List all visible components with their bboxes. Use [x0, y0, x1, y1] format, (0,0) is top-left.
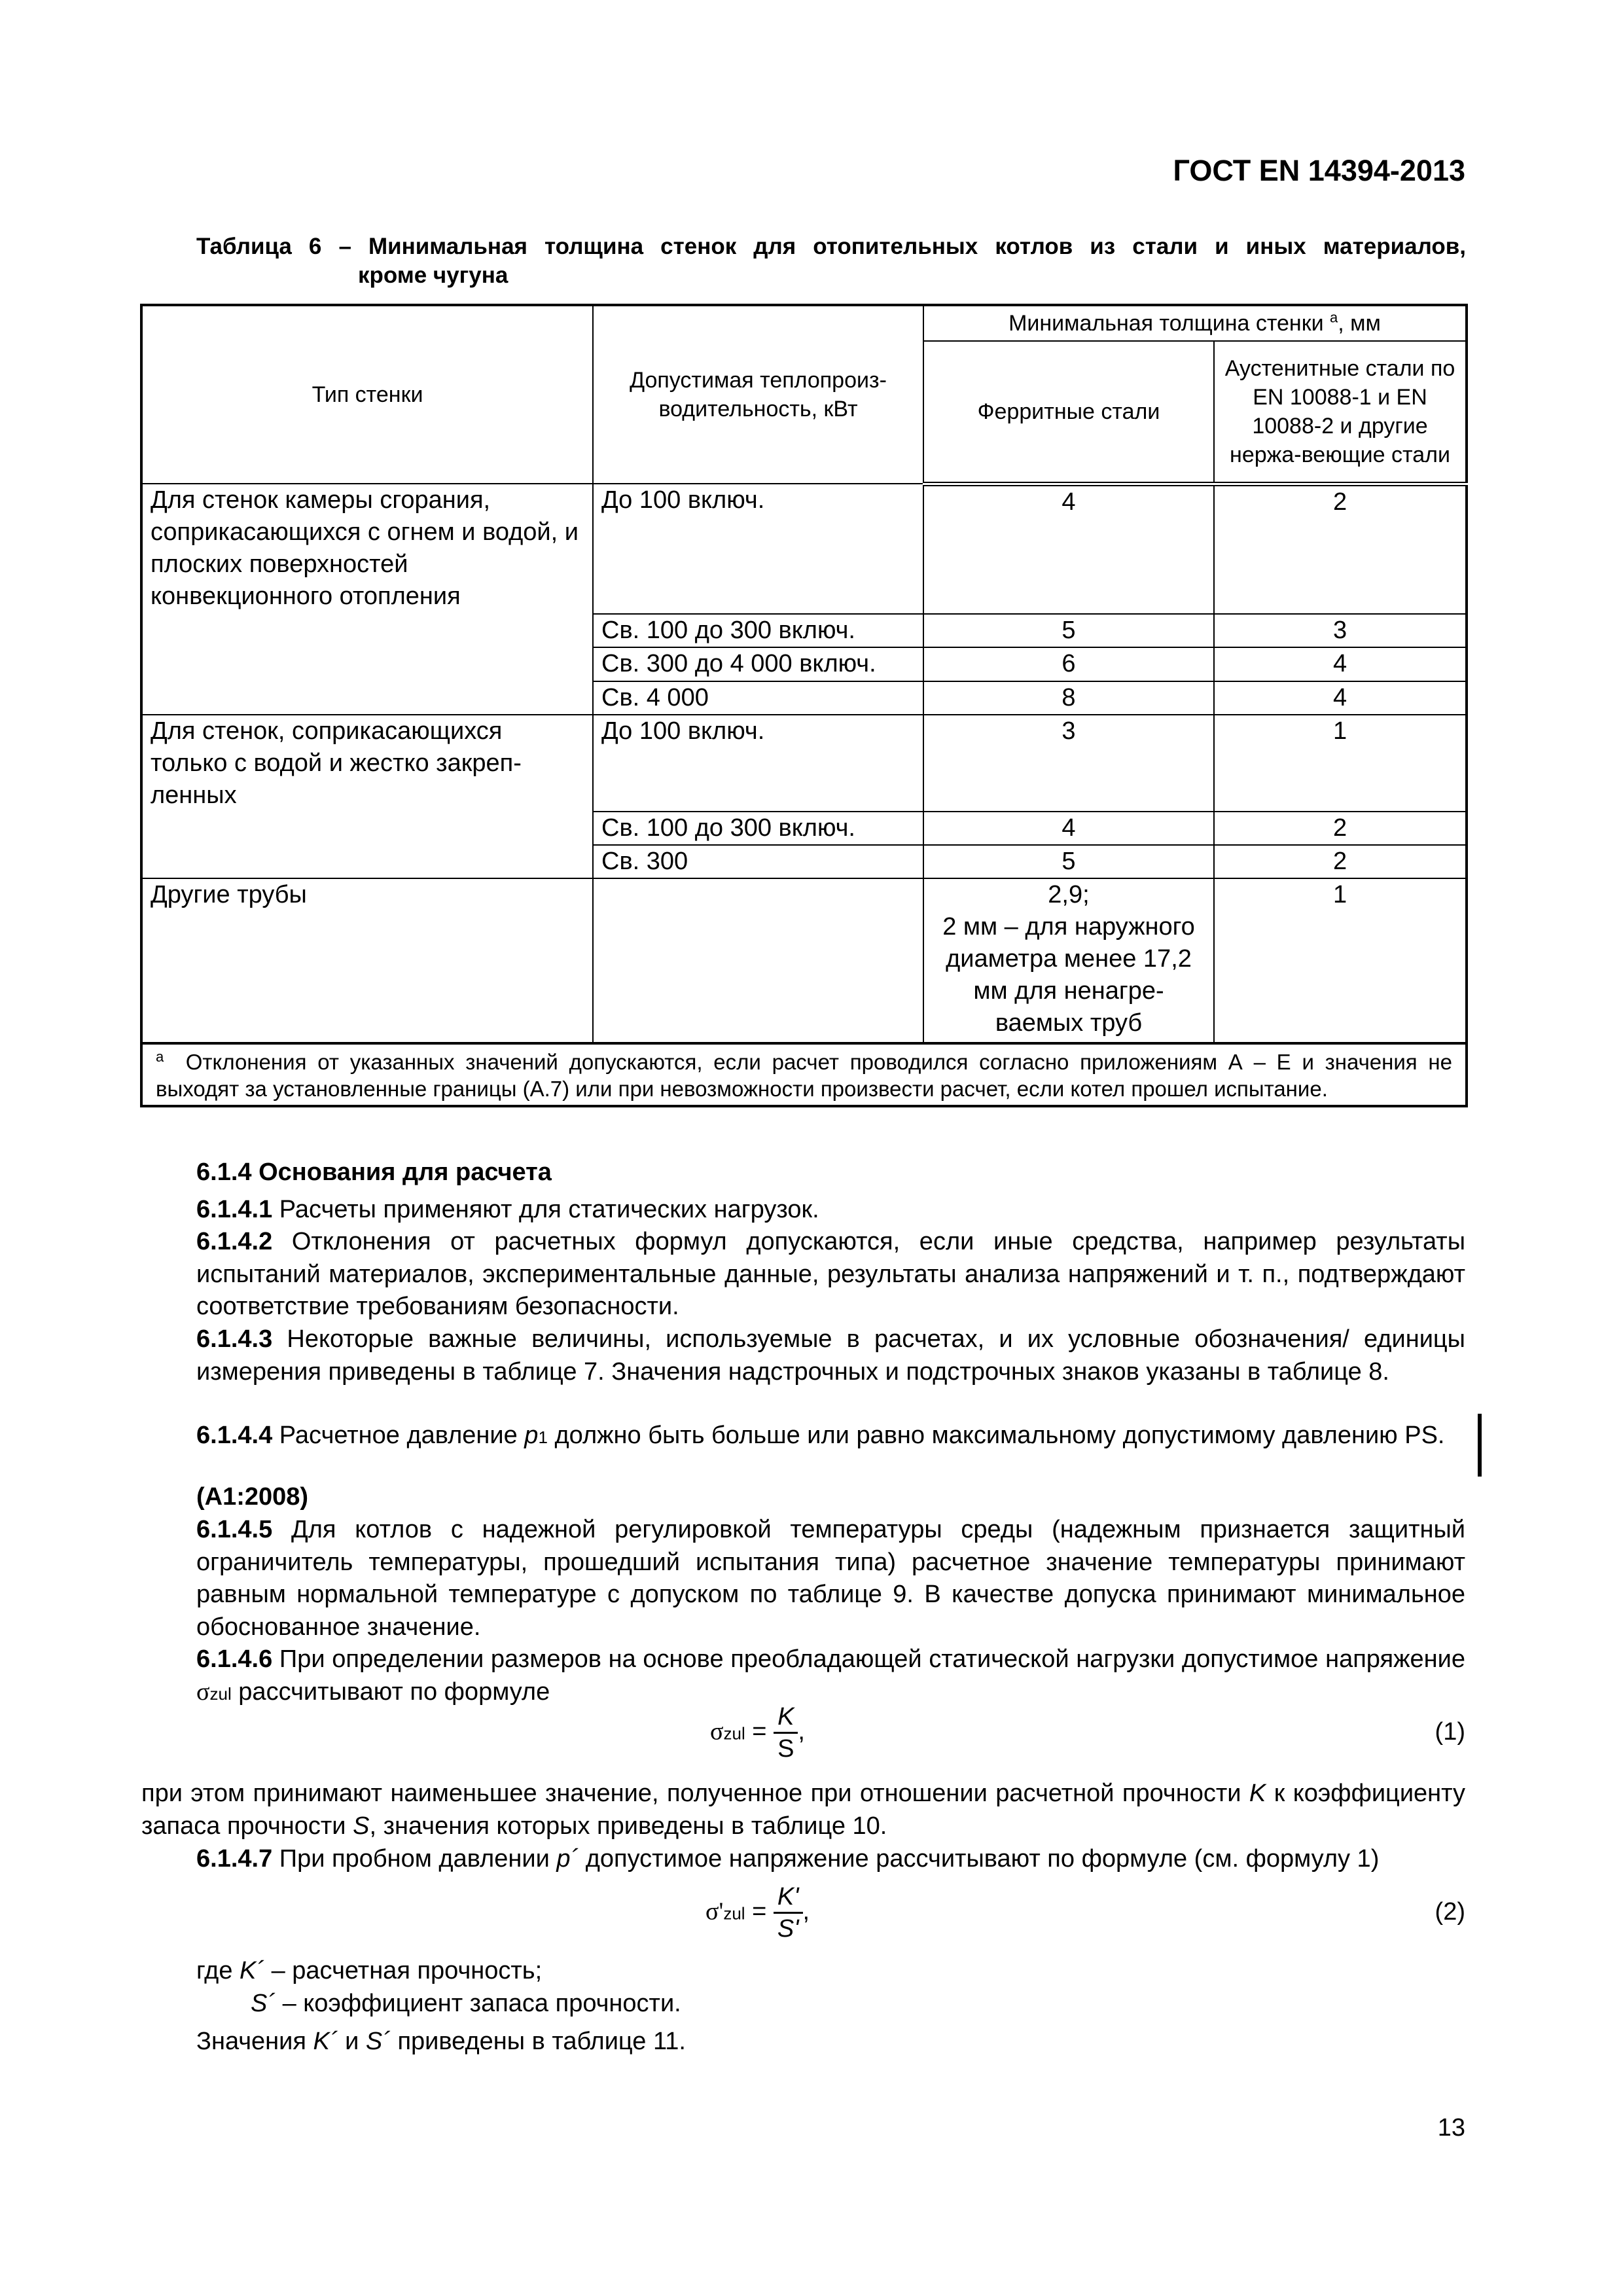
ferritic-value: 2,9;	[1048, 881, 1090, 908]
change-bar	[1478, 1414, 1482, 1477]
table-row	[141, 878, 1467, 1043]
clause-number: 6.1.4.3	[196, 1325, 273, 1353]
power-cell: До 100 включ.	[593, 715, 923, 812]
ferritic-cell: 5	[923, 845, 1214, 878]
variable: K´	[313, 2028, 338, 2055]
austenitic-cell: 1	[1214, 715, 1467, 812]
paragraph-6-1-4-2	[141, 1226, 1465, 1323]
ferritic-cell: 8	[923, 681, 1214, 715]
equation-number: (2)	[1435, 1898, 1465, 1926]
variable: K´	[240, 1957, 265, 1984]
austenitic-cell: 2	[1214, 484, 1467, 614]
paragraph-6-1-4-6	[141, 1643, 1465, 1710]
austenitic-cell: 2	[1214, 845, 1467, 878]
paragraph-6-1-4-3	[141, 1323, 1465, 1388]
clause-text: Для котлов с надежной регулировкой температуры среды (надежным признается защитный ограничитель температуры, прошедший испытания типа) расчетное значение температуры принимают равным нормальной температуре с допуском по таблице 9. В качестве допуска принимают минимальное обоснованное значение.	[196, 1516, 1465, 1641]
section-heading	[141, 1157, 1465, 1189]
footnote-row	[141, 1043, 1467, 1106]
table-caption	[196, 232, 1466, 290]
variable-subscript: 1	[538, 1427, 548, 1447]
definition-text: – расчетная прочность;	[271, 1957, 543, 1984]
clause-text: приведены в таблице 11.	[397, 2028, 686, 2055]
clause-text: При определении размеров на основе преобладающей статической нагрузки допустимое напряжение	[279, 1645, 1465, 1673]
clause-text: Отклонения от расчетных формул допускаются, если иные средства, например результаты испытаний материалов, экспериментальные данные, результаты анализа напряжений и т. п., подтверждают соответствие требованиям безопасности.	[196, 1228, 1466, 1320]
footnote-text: Отклонения от указанных значений допускаются, если расчет проводился согласно приложениям А – Е и значения не выходят за установленные границы (А.7) или при невозможности произвести расчет, если котел прошел испытание.	[156, 1050, 1453, 1101]
power-cell: Св. 100 до 300 включ.	[593, 614, 923, 647]
clause-number: 6.1.4.2	[196, 1228, 273, 1255]
amendment-label: (А1:2008)	[196, 1483, 309, 1511]
clause-text: должно быть больше или равно максимальному допустимому давлению PS.	[554, 1422, 1445, 1449]
power-cell: Св. 300	[593, 845, 923, 878]
ferritic-cell: 5	[923, 614, 1214, 647]
variable: S´	[251, 1990, 276, 2017]
paragraph-6-1-4-4	[141, 1420, 1465, 1454]
amendment-marker	[141, 1481, 1465, 1514]
header-power: Допустимая теплопроиз-водительность, кВт	[593, 305, 923, 484]
where-label: где	[196, 1957, 233, 1984]
header-austenitic: Аустенитные стали по EN 10088-1 и EN 10088-2 и другие нержа-веющие стали	[1214, 341, 1467, 484]
sigma-symbol: σ	[196, 1677, 210, 1706]
header-ferritic: Ферритные стали	[923, 341, 1214, 484]
formula-2	[705, 1882, 810, 1944]
power-cell: Св. 100 до 300 включ.	[593, 812, 923, 845]
ferritic-cell: 4	[923, 812, 1214, 845]
numerator: K	[774, 1702, 798, 1734]
clause-text: при этом принимают наименьшее значение, полученное при отношении расчетной прочности	[141, 1780, 1241, 1807]
equals-sign: =	[752, 1897, 767, 1926]
wall-thickness-table	[140, 304, 1468, 1107]
formula-1	[710, 1702, 805, 1764]
table-caption-line2: кроме чугуна	[358, 262, 508, 288]
paragraph-6-1-4-7	[141, 1843, 1465, 1876]
sigma-subscript: zul	[209, 1683, 232, 1704]
variable: K	[1249, 1780, 1266, 1807]
clause-number: 6.1.4.4	[196, 1422, 273, 1449]
austenitic-cell: 3	[1214, 614, 1467, 647]
footnote-ref: а	[1330, 309, 1338, 326]
clause-text: Расчеты применяют для статических нагрузок.	[279, 1196, 819, 1223]
power-cell: Св. 4 000	[593, 681, 923, 715]
power-cell: До 100 включ.	[593, 484, 923, 614]
clause-number: 6.1.4.6	[196, 1645, 273, 1673]
formula-lhs: σ'	[705, 1897, 724, 1926]
clause-text: При пробном давлении	[279, 1845, 550, 1873]
section-number: 6.1.4	[196, 1158, 252, 1186]
ferritic-note: 2 мм – для наружного диаметра менее 17,2 мм для ненагре-ваемых труб	[942, 913, 1195, 1037]
table-caption-line1: Таблица 6 – Минимальная толщина стенок для отопительных котлов из стали и иных материалов,	[196, 234, 1466, 259]
power-cell: Св. 300 до 4 000 включ.	[593, 647, 923, 681]
formula-lhs: σ	[710, 1717, 724, 1746]
austenitic-cell: 1	[1214, 878, 1467, 1043]
numerator: K'	[774, 1882, 803, 1914]
clause-text: рассчитывают по формуле	[238, 1677, 550, 1706]
where-line-2	[251, 1988, 1461, 2020]
equation-number: (1)	[1435, 1718, 1465, 1746]
clause-text: Некоторые важные величины, используемые в расчетах, и их условные обозначения/ единицы измерения приведены в таблице 7. Значения надстрочных и подстрочных знаков указаны в таблице 8.	[196, 1325, 1465, 1386]
fraction	[774, 1702, 798, 1764]
header-min-thickness-label: Минимальная толщина стенки	[1008, 311, 1324, 336]
document-id-header: ГОСТ EN 14394-2013	[1173, 154, 1465, 187]
formula-comma: ,	[798, 1717, 805, 1746]
fraction	[774, 1882, 803, 1944]
formula-lhs-sub: zul	[723, 1903, 745, 1924]
closing-paragraph	[141, 2026, 1465, 2058]
variable: S	[353, 1812, 370, 1840]
header-unit: , мм	[1338, 311, 1381, 336]
wall-type-cell: Для стенок, соприкасающихся только с водой и жестко закреп-ленных	[141, 715, 593, 878]
clause-text: допустимое напряжение рассчитывают по формуле (см. формулу 1)	[585, 1845, 1380, 1873]
austenitic-cell: 2	[1214, 812, 1467, 845]
clause-text: к коэффициенту запаса прочности	[141, 1780, 1465, 1840]
clause-text: Значения	[196, 2028, 306, 2055]
definition-text: – коэффициент запаса прочности.	[282, 1990, 681, 2017]
wall-type-cell: Для стенок камеры сгорания, соприкасающихся с огнем и водой, и плоских поверхностей конвекционного отопления	[141, 484, 593, 715]
austenitic-cell: 4	[1214, 681, 1467, 715]
denominator: S	[777, 1735, 794, 1763]
formula-lhs-sub: zul	[723, 1723, 745, 1744]
equals-sign: =	[752, 1717, 767, 1746]
clause-text: , значения которых приведены в таблице 10.	[369, 1812, 887, 1840]
clause-number: 6.1.4.5	[196, 1516, 273, 1543]
ferritic-cell: 6	[923, 647, 1214, 681]
clause-number: 6.1.4.7	[196, 1845, 273, 1873]
where-line-1	[141, 1955, 1465, 1988]
clause-text: Расчетное давление	[279, 1422, 518, 1449]
variable: S´	[365, 2028, 391, 2055]
table-footnote	[141, 1043, 1467, 1106]
paragraph-after-formula-1	[141, 1778, 1465, 1842]
ferritic-cell	[923, 878, 1214, 1043]
table-row	[141, 715, 1467, 812]
paragraph-6-1-4-5	[141, 1514, 1465, 1643]
footnote-mark: а	[156, 1049, 164, 1065]
ferritic-cell: 4	[923, 484, 1214, 614]
power-cell	[593, 878, 923, 1043]
header-min-thickness	[923, 305, 1467, 341]
section-title: Основания для расчета	[259, 1158, 552, 1186]
table-row	[141, 484, 1467, 614]
ferritic-cell: 3	[923, 715, 1214, 812]
header-wall-type: Тип стенки	[141, 305, 593, 484]
austenitic-cell: 4	[1214, 647, 1467, 681]
clause-text: и	[345, 2028, 359, 2055]
denominator: S'	[777, 1915, 799, 1943]
formula-comma: ,	[802, 1897, 810, 1926]
paragraph-6-1-4-1	[141, 1194, 1465, 1227]
wall-type-cell: Другие трубы	[141, 878, 593, 1043]
variable: p	[524, 1422, 539, 1449]
page-number: 13	[1437, 2114, 1465, 2142]
clause-number: 6.1.4.1	[196, 1196, 273, 1223]
variable: p´	[556, 1845, 579, 1873]
